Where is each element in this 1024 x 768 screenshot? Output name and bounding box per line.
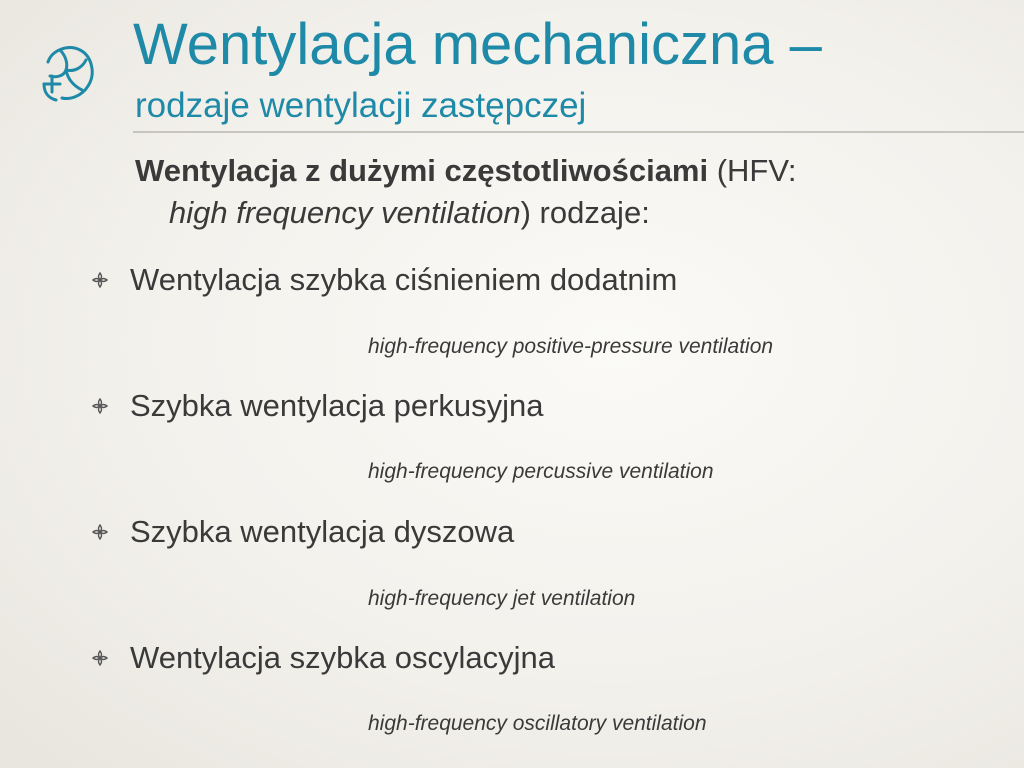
slide-subtitle: rodzaje wentylacji zastępczej <box>135 86 587 125</box>
intro-text-2: ) rodzaje: <box>520 195 650 230</box>
intro-text-1: (HFV: <box>708 153 797 188</box>
intro-bold-term: Wentylacja z dużymi częstotliwościami <box>135 153 709 188</box>
item-english-term: high-frequency jet ventilation <box>368 587 636 610</box>
item-english-term: high-frequency oscillatory ventilation <box>368 712 707 735</box>
bullet-icon <box>92 272 108 288</box>
list-item <box>0 638 1024 678</box>
item-label: Szybka wentylacja perkusyjna <box>130 388 544 423</box>
bullet-icon <box>92 524 108 540</box>
item-label: Wentylacja szybka ciśnieniem dodatnim <box>130 262 678 297</box>
list-item <box>0 386 1024 426</box>
item-label: Szybka wentylacja dyszowa <box>130 514 515 549</box>
item-label: Wentylacja szybka oscylacyjna <box>130 640 555 675</box>
list-item <box>0 260 1024 300</box>
intro-paragraph <box>135 150 797 234</box>
intro-italic-term: high frequency ventilation <box>169 195 521 230</box>
item-english-term: high-frequency percussive ventilation <box>368 460 714 483</box>
slide-title: Wentylacja mechaniczna – <box>133 12 822 77</box>
title-divider <box>133 131 1024 133</box>
item-english-term: high-frequency positive-pressure ventilation <box>368 335 774 358</box>
bullet-icon <box>92 650 108 666</box>
intro-line-2 <box>135 192 797 234</box>
list-item <box>0 512 1024 552</box>
logo-icon <box>38 40 96 104</box>
bullet-icon <box>92 398 108 414</box>
